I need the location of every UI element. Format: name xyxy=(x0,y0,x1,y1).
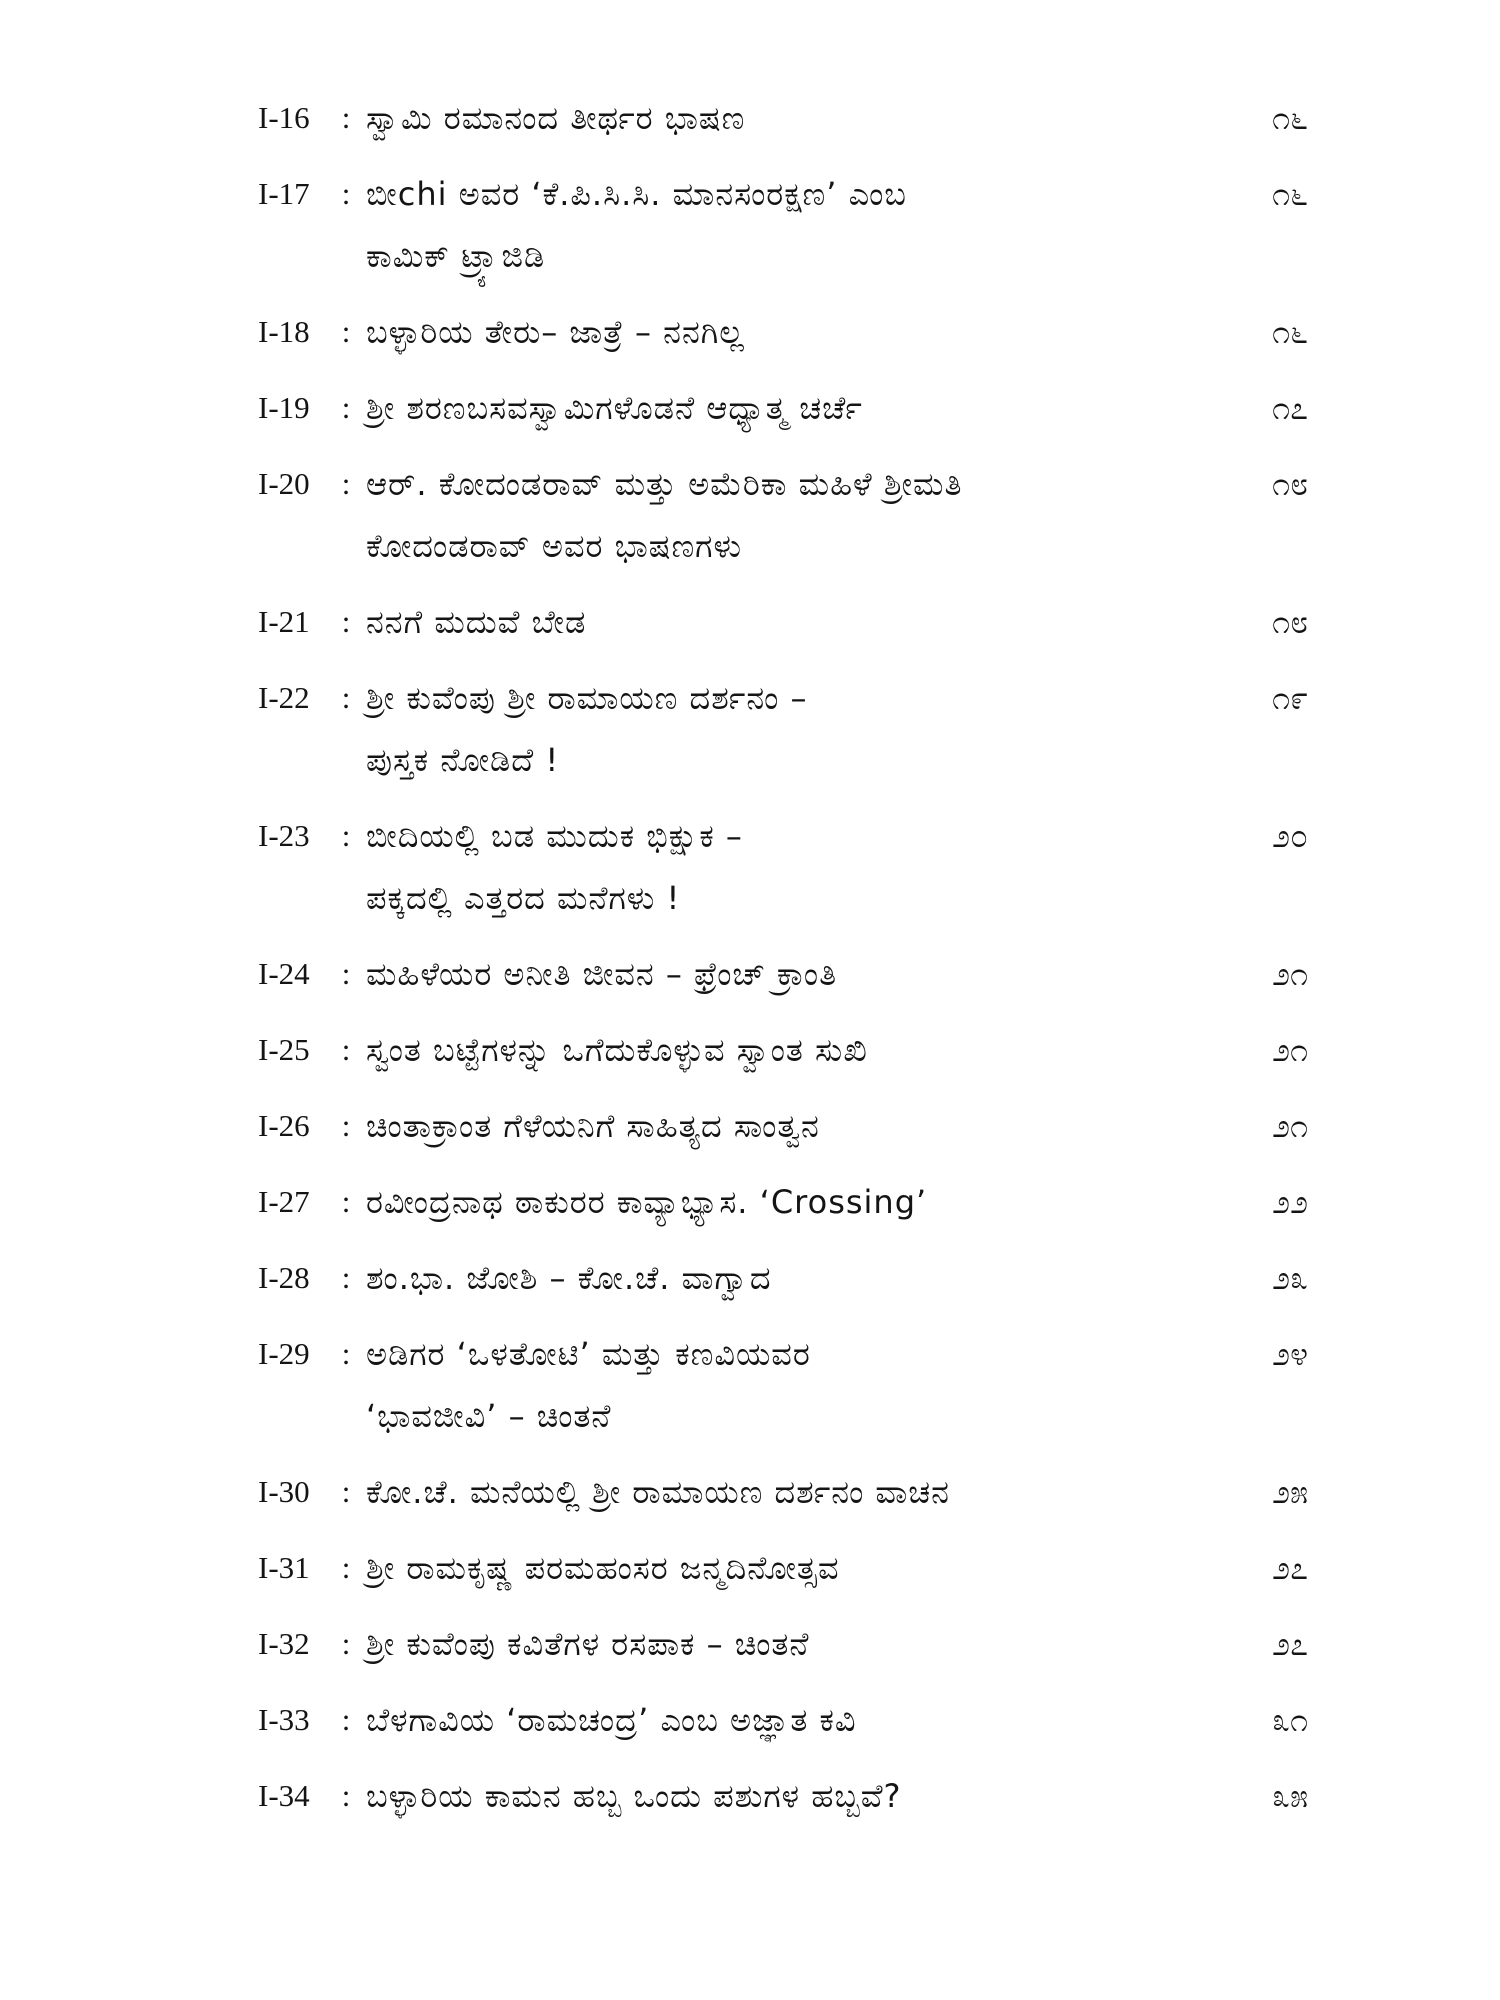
entry-title xyxy=(366,954,1156,994)
entry-page-number: ೧೭ xyxy=(1272,389,1308,427)
entry-page-number: ೨೧ xyxy=(1272,955,1308,993)
entry-separator: : xyxy=(341,390,351,425)
toc-entry xyxy=(258,1030,1308,1070)
entry-number: I-32 xyxy=(258,1626,310,1661)
entry-number: I-30 xyxy=(258,1474,310,1509)
toc-entry xyxy=(258,312,1308,352)
entry-title xyxy=(366,464,1156,566)
entry-title xyxy=(366,312,1156,352)
entry-separator: : xyxy=(341,466,351,501)
entry-number: I-19 xyxy=(258,390,310,425)
toc-entry xyxy=(258,1776,1308,1816)
entry-title xyxy=(366,174,1156,276)
toc-entry xyxy=(258,388,1308,428)
toc-entry xyxy=(258,1624,1308,1664)
entry-title-line: ಶ್ರೀ ಕುವೆಂಪು ಶ್ರೀ ರಾಮಾಯಣ ದರ್ಶನಂ – xyxy=(366,679,808,717)
entry-title xyxy=(366,1548,1156,1588)
entry-title-line: ಶ್ರೀ ರಾಮಕೃಷ್ಣ ಪರಮಹಂಸರ ಜನ್ಮದಿನೋತ್ಸವ xyxy=(366,1549,840,1587)
entry-number: I-22 xyxy=(258,680,310,715)
entry-title-line: ಬಳ್ಳಾರಿಯ ತೇರು– ಜಾತ್ರೆ – ನನಗಿಲ್ಲ xyxy=(366,313,745,351)
entry-title xyxy=(366,1776,1156,1816)
entry-title-line: ಕೋದಂಡರಾವ್ ಅವರ ಭಾಷಣಗಳು xyxy=(366,527,743,565)
entry-number: I-26 xyxy=(258,1108,310,1143)
entry-page-number: ೨೧ xyxy=(1272,1031,1308,1069)
entry-separator: : xyxy=(341,1336,351,1371)
entry-title-line: ಬಳ್ಳಾರಿಯ ಕಾಮನ ಹಬ್ಬ ಒಂದು ಪಶುಗಳ ಹಬ್ಬವೆ? xyxy=(366,1777,902,1815)
entry-title-line: ಪುಸ್ತಕ ನೋಡಿದೆ ! xyxy=(366,741,560,779)
entry-page-number: ೨೩ xyxy=(1272,1259,1308,1297)
entry-number: I-34 xyxy=(258,1778,310,1813)
entry-title-line: ಶಂ.ಭಾ. ಜೋಶಿ – ಕೋ.ಚೆ. ವಾಗ್ವಾದ xyxy=(366,1259,772,1297)
entry-page-number: ೨೨ xyxy=(1272,1183,1308,1221)
entry-separator: : xyxy=(341,604,351,639)
entry-title-line: ಬೀದಿಯಲ್ಲಿ ಬಡ ಮುದುಕ ಭಿಕ್ಷುಕ – xyxy=(366,817,743,855)
entry-separator: : xyxy=(341,1108,351,1143)
entry-number: I-24 xyxy=(258,956,310,991)
entry-title-line: ಮಹಿಳೆಯರ ಅನೀತಿ ಜೀವನ – ಫ್ರೆಂಚ್ ಕ್ರಾಂತಿ xyxy=(366,955,838,993)
entry-title-line: ನನಗೆ ಮದುವೆ ಬೇಡ xyxy=(366,603,587,641)
entry-number: I-33 xyxy=(258,1702,310,1737)
entry-title-line: ಬೀchi ಅವರ ‘ಕೆ.ಪಿ.ಸಿ.ಸಿ. ಮಾನಸಂರಕ್ಷಣ’ ಎಂಬ xyxy=(366,175,907,213)
toc-entry xyxy=(258,98,1308,138)
entry-number: I-25 xyxy=(258,1032,310,1067)
entry-page-number: ೨೭ xyxy=(1272,1625,1308,1663)
toc-entry xyxy=(258,1106,1308,1146)
entry-number: I-18 xyxy=(258,314,310,349)
entry-number: I-21 xyxy=(258,604,310,639)
toc-entry xyxy=(258,1472,1308,1512)
entry-title-line: ಶ್ರೀ ಕುವೆಂಪು ಕವಿತೆಗಳ ರಸಪಾಕ – ಚಿಂತನೆ xyxy=(366,1625,810,1663)
entry-page-number: ೨೪ xyxy=(1272,1335,1308,1373)
entry-page-number: ೧೬ xyxy=(1272,175,1308,213)
entry-page-number: ೧೬ xyxy=(1272,313,1308,351)
entry-separator: : xyxy=(341,1032,351,1067)
entry-page-number: ೨೦ xyxy=(1272,817,1308,855)
table-of-contents xyxy=(258,98,1308,1852)
entry-number: I-20 xyxy=(258,466,310,501)
toc-entry xyxy=(258,1700,1308,1740)
entry-number: I-23 xyxy=(258,818,310,853)
entry-number: I-31 xyxy=(258,1550,310,1585)
entry-title-line: ಸ್ವಾಮಿ ರಮಾನಂದ ತೀರ್ಥರ ಭಾಷಣ xyxy=(366,99,746,137)
entry-title xyxy=(366,388,1156,428)
toc-entry xyxy=(258,602,1308,642)
entry-title-line: ರವೀಂದ್ರನಾಥ ಠಾಕುರರ ಕಾವ್ಯಾಭ್ಯಾಸ. ‘Crossing’ xyxy=(366,1183,928,1221)
entry-page-number: ೧೮ xyxy=(1272,465,1308,503)
entry-title-line: ಆರ್. ಕೋದಂಡರಾವ್ ಮತ್ತು ಅಮೆರಿಕಾ ಮಹಿಳೆ ಶ್ರೀಮತಿ xyxy=(366,465,963,503)
entry-separator: : xyxy=(341,1184,351,1219)
entry-title xyxy=(366,1700,1156,1740)
entry-title xyxy=(366,1258,1156,1298)
entry-title-line: ಶ್ರೀ ಶರಣಬಸವಸ್ವಾಮಿಗಳೊಡನೆ ಆಧ್ಯಾತ್ಮ ಚರ್ಚೆ xyxy=(366,389,863,427)
entry-separator: : xyxy=(341,680,351,715)
toc-entry xyxy=(258,816,1308,918)
entry-title-line: ಕಾಮಿಕ್ ಟ್ರ್ಯಾಜಿಡಿ xyxy=(366,237,546,275)
entry-title xyxy=(366,98,1156,138)
toc-entry xyxy=(258,1258,1308,1298)
entry-title xyxy=(366,1106,1156,1146)
entry-separator: : xyxy=(341,1550,351,1585)
entry-number: I-29 xyxy=(258,1336,310,1371)
entry-separator: : xyxy=(341,1474,351,1509)
entry-separator: : xyxy=(341,100,351,135)
toc-entry xyxy=(258,1548,1308,1588)
entry-separator: : xyxy=(341,1702,351,1737)
entry-separator: : xyxy=(341,1626,351,1661)
entry-separator: : xyxy=(341,956,351,991)
entry-title xyxy=(366,1182,1156,1222)
entry-page-number: ೧೮ xyxy=(1272,603,1308,641)
toc-entry xyxy=(258,464,1308,566)
entry-title-line: ಕೋ.ಚೆ. ಮನೆಯಲ್ಲಿ ಶ್ರೀ ರಾಮಾಯಣ ದರ್ಶನಂ ವಾಚನ xyxy=(366,1473,950,1511)
toc-entry xyxy=(258,954,1308,994)
entry-separator: : xyxy=(341,1260,351,1295)
entry-separator: : xyxy=(341,1778,351,1813)
entry-title-line: ಅಡಿಗರ ‘ಒಳತೋಟಿ’ ಮತ್ತು ಕಣವಿಯವರ xyxy=(366,1335,811,1373)
entry-title-line: ಬೆಳಗಾವಿಯ ‘ರಾಮಚಂದ್ರ’ ಎಂಬ ಅಜ್ಞಾತ ಕವಿ xyxy=(366,1701,857,1739)
entry-separator: : xyxy=(341,818,351,853)
entry-number: I-27 xyxy=(258,1184,310,1219)
entry-title xyxy=(366,1334,1156,1436)
toc-entry xyxy=(258,1182,1308,1222)
entry-page-number: ೧೬ xyxy=(1272,99,1308,137)
toc-entry xyxy=(258,174,1308,276)
entry-page-number: ೨೭ xyxy=(1272,1549,1308,1587)
toc-entry xyxy=(258,678,1308,780)
entry-number: I-17 xyxy=(258,176,310,211)
entry-separator: : xyxy=(341,176,351,211)
entry-title xyxy=(366,1030,1156,1070)
entry-page-number: ೩೧ xyxy=(1272,1701,1308,1739)
entry-title-line: ‘ಭಾವಜೀವಿ’ – ಚಿಂತನೆ xyxy=(366,1397,612,1435)
entry-title xyxy=(366,1472,1156,1512)
entry-page-number: ೧೯ xyxy=(1272,679,1308,717)
entry-title-line: ಸ್ವಂತ ಬಟ್ಟೆಗಳನ್ನು ಒಗೆದುಕೊಳ್ಳುವ ಸ್ವಾಂತ ಸುಖಿ xyxy=(366,1031,868,1069)
entry-title xyxy=(366,602,1156,642)
entry-title xyxy=(366,1624,1156,1664)
entry-page-number: ೨೧ xyxy=(1272,1107,1308,1145)
entry-separator: : xyxy=(341,314,351,349)
toc-entry xyxy=(258,1334,1308,1436)
entry-title xyxy=(366,678,1156,780)
entry-title xyxy=(366,816,1156,918)
entry-page-number: ೨೫ xyxy=(1272,1473,1308,1511)
entry-number: I-16 xyxy=(258,100,310,135)
entry-page-number: ೩೫ xyxy=(1272,1777,1308,1815)
entry-title-line: ಪಕ್ಕದಲ್ಲಿ ಎತ್ತರದ ಮನೆಗಳು ! xyxy=(366,879,681,917)
entry-title-line: ಚಿಂತಾಕ್ರಾಂತ ಗೆಳೆಯನಿಗೆ ಸಾಹಿತ್ಯದ ಸಾಂತ್ವನ xyxy=(366,1107,820,1145)
entry-number: I-28 xyxy=(258,1260,310,1295)
